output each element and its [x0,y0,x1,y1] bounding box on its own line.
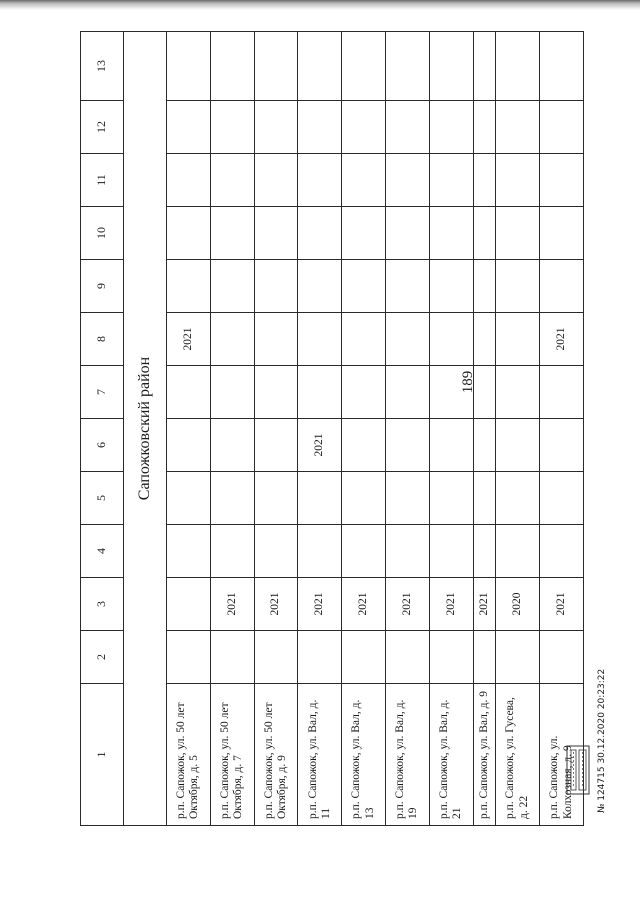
page-number: 189 [460,370,476,394]
year-cell [473,419,496,472]
address-cell: р.п. Сапожок, ул. Вал, д. 19 [385,684,429,826]
year-cell: 2020 [496,578,540,631]
column-header: 3 [81,578,124,631]
year-cell [540,419,584,472]
year-cell [342,631,386,684]
year-cell: 2021 [429,578,473,631]
year-cell [298,260,342,313]
year-cell [385,260,429,313]
table-row [473,32,496,826]
column-header: 9 [81,260,124,313]
year-cell [473,631,496,684]
year-cell [167,472,211,525]
year-cell [496,32,540,101]
year-cell [540,525,584,578]
year-cell [167,419,211,472]
year-cell [254,631,298,684]
year-cell [540,472,584,525]
year-cell: 2021 [540,578,584,631]
year-cell [473,32,496,101]
year-cell [496,260,540,313]
year-cell [210,366,254,419]
year-cell [385,207,429,260]
year-cell [385,101,429,154]
year-cell [342,419,386,472]
year-cell [254,260,298,313]
district-name: Сапожковский район [124,32,167,826]
year-cell [210,207,254,260]
year-cell [540,32,584,101]
year-cell [254,525,298,578]
year-cell [167,631,211,684]
year-cell [473,101,496,154]
year-cell [473,313,496,366]
column-header: 1 [81,684,124,826]
address-cell: р.п. Сапожок, ул. Вал, д. 11 [298,684,342,826]
year-cell [342,207,386,260]
year-cell [473,154,496,207]
year-cell [210,631,254,684]
year-cell [429,207,473,260]
year-cell [210,525,254,578]
year-cell [298,631,342,684]
column-header: 13 [81,32,124,101]
year-cell [473,260,496,313]
year-cell [298,525,342,578]
year-cell [540,260,584,313]
year-cell [540,154,584,207]
year-cell [385,154,429,207]
year-cell [167,260,211,313]
year-cell [254,472,298,525]
address-cell: р.п. Сапожок, ул. Вал, д. 9 [473,684,496,826]
year-cell [496,419,540,472]
year-cell [429,32,473,101]
header-row [81,32,124,826]
year-cell [429,154,473,207]
column-header: 4 [81,525,124,578]
year-cell [429,366,473,419]
column-header: 2 [81,631,124,684]
year-cell [429,472,473,525]
year-cell [167,525,211,578]
column-header: 10 [81,207,124,260]
table-row [429,32,473,826]
year-cell: 2021 [298,419,342,472]
doc-stamp: № 124715 30.12.2020 20:23:22 [597,668,607,813]
year-cell [298,32,342,101]
address-cell: р.п. Сапожок, ул. Вал, д. 21 [429,684,473,826]
table-row [385,32,429,826]
year-cell [496,525,540,578]
year-cell [210,260,254,313]
year-cell [429,313,473,366]
address-cell: р.п. Сапожок, ул. 50 лет Октября, д. 7 [210,684,254,826]
year-cell [167,366,211,419]
year-cell [210,419,254,472]
year-cell [167,32,211,101]
year-cell [210,472,254,525]
year-cell [429,631,473,684]
year-cell [342,525,386,578]
year-cell [385,313,429,366]
year-cell [342,313,386,366]
table-row [342,32,386,826]
column-header: 5 [81,472,124,525]
year-cell [429,525,473,578]
year-cell [496,101,540,154]
year-cell: 2021 [167,313,211,366]
year-cell [298,101,342,154]
year-cell [385,525,429,578]
year-cell [342,366,386,419]
column-header: 6 [81,419,124,472]
column-header: 7 [81,366,124,419]
year-cell [385,631,429,684]
year-cell [429,260,473,313]
district-row [124,32,167,826]
year-cell: 2021 [342,578,386,631]
year-cell [540,207,584,260]
year-cell [429,419,473,472]
year-cell [342,260,386,313]
year-cell [254,366,298,419]
year-cell: 2021 [254,578,298,631]
emblem-icon [565,742,593,798]
year-cell [254,32,298,101]
address-cell: р.п. Сапожок, ул. 50 лет Октября, д. 9 [254,684,298,826]
year-cell [254,313,298,366]
year-cell [254,419,298,472]
year-cell [473,472,496,525]
year-cell [210,101,254,154]
year-cell: 2021 [540,313,584,366]
year-cell [298,472,342,525]
year-cell [385,366,429,419]
table-row [298,32,342,826]
year-cell: 2021 [385,578,429,631]
year-cell [385,472,429,525]
year-cell [473,366,496,419]
table-row [540,32,584,826]
year-cell [385,419,429,472]
year-cell [210,32,254,101]
year-cell [342,32,386,101]
year-cell: 2021 [210,578,254,631]
year-cell [210,154,254,207]
address-cell: р.п. Сапожок, ул. Вал, д. 13 [342,684,386,826]
year-cell [254,154,298,207]
table-row [254,32,298,826]
year-cell [298,366,342,419]
year-cell [254,207,298,260]
year-cell [298,207,342,260]
year-cell [167,101,211,154]
column-header: 8 [81,313,124,366]
year-cell [496,207,540,260]
year-cell [429,101,473,154]
year-cell [496,631,540,684]
year-cell [473,207,496,260]
year-cell [210,313,254,366]
year-cell [540,366,584,419]
address-cell: р.п. Сапожок, ул. Гусева, д. 22 [496,684,540,826]
data-table [80,31,584,826]
year-cell [254,101,298,154]
year-cell [496,366,540,419]
year-cell [167,578,211,631]
year-cell: 2021 [473,578,496,631]
year-cell [167,207,211,260]
column-header: 11 [81,154,124,207]
column-header: 12 [81,101,124,154]
rotated-table-wrapper [80,31,584,826]
year-cell [342,154,386,207]
year-cell [342,101,386,154]
year-cell [540,101,584,154]
scan-edge [0,0,640,10]
table-row [210,32,254,826]
table-row [167,32,211,826]
address-cell: р.п. Сапожок, ул. 50 лет Октября, д. 5 [167,684,211,826]
year-cell [385,32,429,101]
year-cell [298,313,342,366]
year-cell: 2021 [298,578,342,631]
year-cell [167,154,211,207]
year-cell [496,313,540,366]
year-cell [298,154,342,207]
year-cell [540,631,584,684]
year-cell [473,525,496,578]
year-cell [342,472,386,525]
table-row [496,32,540,826]
year-cell [496,472,540,525]
year-cell [496,154,540,207]
address-cell: р.п. Сапожок, ул. Колхозная, д. 9 [540,684,584,826]
